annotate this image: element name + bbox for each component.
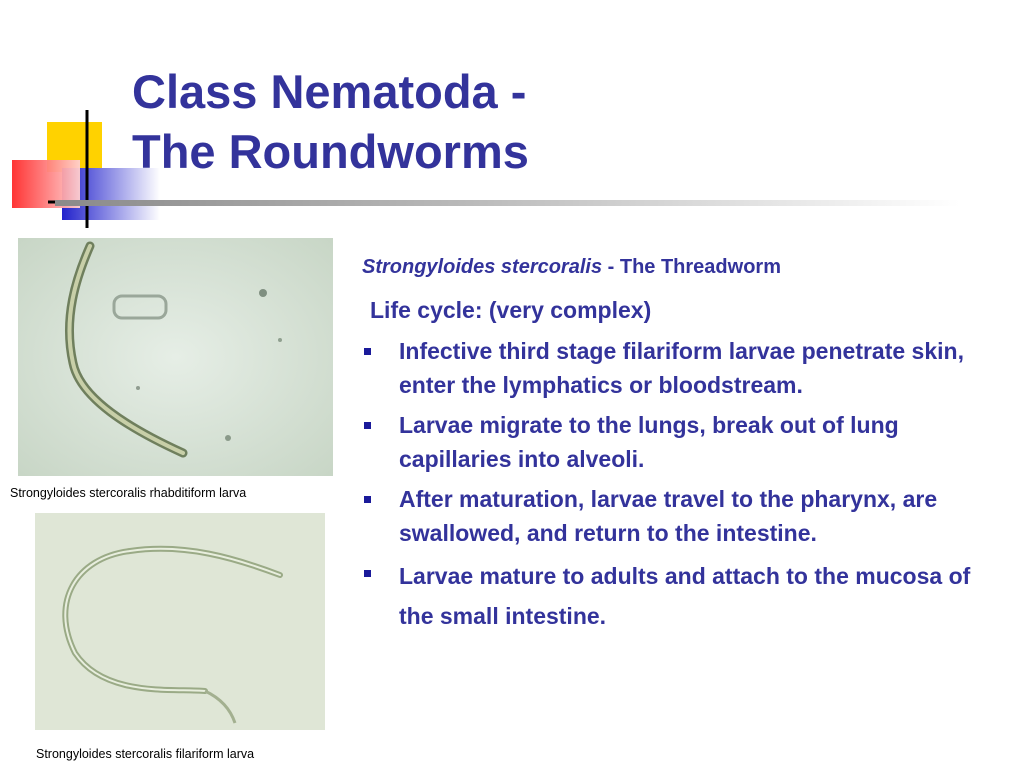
rhabditiform-larva-photo	[18, 238, 333, 476]
square-bullet-icon	[364, 496, 371, 503]
life-cycle-heading: Life cycle: (very complex)	[370, 297, 652, 323]
title-divider	[55, 200, 960, 206]
bullet-text: After maturation, larvae travel to the pharynx, are swallowed, and return to the intestine.	[399, 486, 938, 546]
filariform-larva-photo	[35, 513, 325, 730]
square-bullet-icon	[364, 422, 371, 429]
caption-rhabditiform: Strongyloides stercoralis rhabditiform larva	[10, 486, 247, 500]
list-item	[362, 408, 1002, 476]
species-scientific-name: Strongyloides stercoralis	[362, 256, 603, 278]
bullet-text: Larvae migrate to the lungs, break out of lung capillaries into alveoli.	[399, 412, 899, 472]
square-bullet-icon	[364, 348, 371, 355]
slide-content	[362, 256, 1002, 642]
slide-title	[132, 62, 529, 182]
life-cycle-list	[362, 334, 1002, 636]
list-item	[362, 482, 1002, 550]
bullet-text: Larvae mature to adults and attach to the mucosa of the small intestine.	[399, 563, 971, 629]
species-heading	[362, 256, 1002, 279]
list-item	[362, 556, 1002, 636]
bullet-text: Infective third stage filariform larvae penetrate skin, enter the lymphatics or bloodstream.	[399, 338, 964, 398]
caption-filariform: Strongyloides stercoralis filariform larva	[36, 747, 255, 761]
title-line-1: Class Nematoda -	[132, 65, 527, 118]
list-item	[362, 334, 1002, 402]
title-line-2: The Roundworms	[132, 125, 529, 178]
square-bullet-icon	[364, 570, 371, 577]
species-common-name: - The Threadworm	[602, 256, 781, 278]
